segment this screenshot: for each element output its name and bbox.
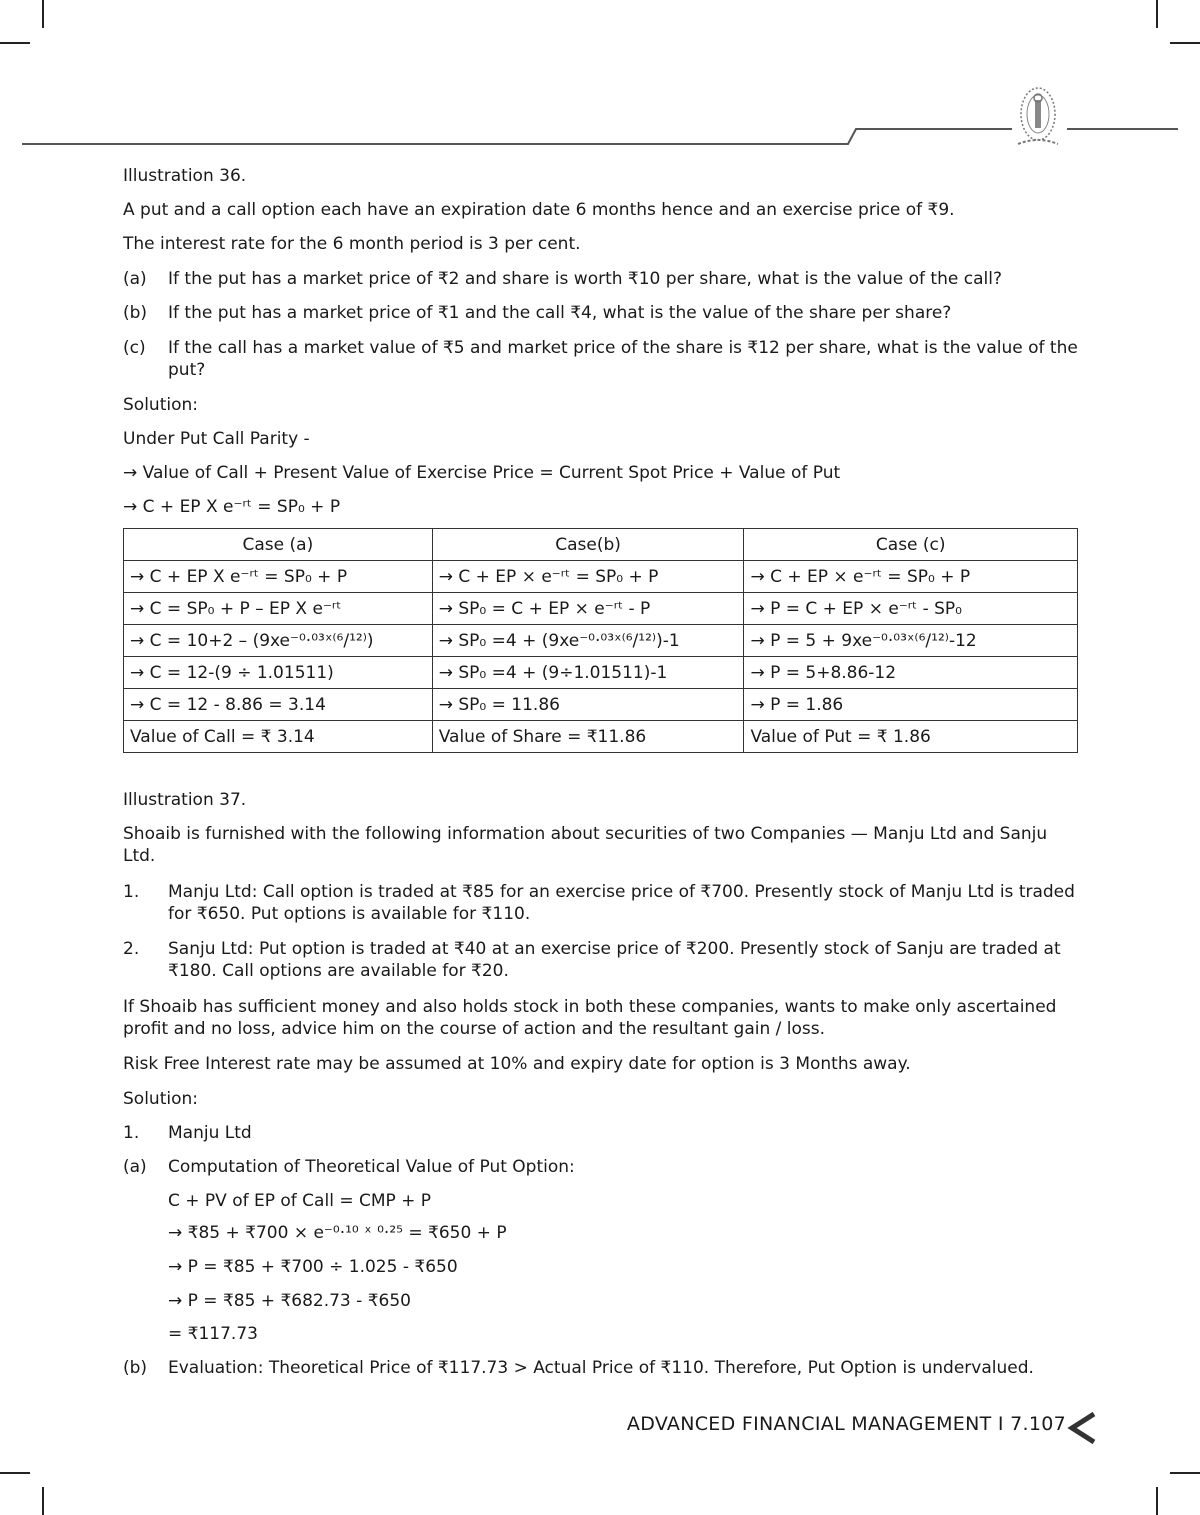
table-row <box>124 657 1078 689</box>
institute-logo-icon <box>1010 78 1066 154</box>
table-row <box>124 689 1078 721</box>
crop-mark <box>0 1472 30 1474</box>
list-item: Manju Ltd: Call option is traded at ₹85 for an exercise price of ₹700. Presently stock of Manju Ltd is traded for ₹650. Put options is available for ₹110. <box>168 882 1075 924</box>
table-cell: → C + EP X e⁻ʳᵗ = SP₀ + P <box>124 561 433 593</box>
parity-heading: Under Put Call Parity - <box>123 429 310 449</box>
calculation-line: → ₹85 + ₹700 × e⁻⁰·¹⁰ ˣ ⁰·²⁵ = ₹650 + P <box>168 1223 507 1243</box>
solution-table <box>123 528 1078 753</box>
table-header: Case(b) <box>432 529 744 561</box>
parity-formula: → C + EP X e⁻ʳᵗ = SP₀ + P <box>123 497 341 517</box>
crop-mark <box>0 42 30 44</box>
list-number: 1. <box>123 882 140 902</box>
table-cell: → SP₀ = 11.86 <box>432 689 744 721</box>
illustration-36-heading: Illustration 36. <box>123 166 247 186</box>
step-label: (a) <box>123 1157 147 1177</box>
solution-label: Solution: <box>123 1089 198 1109</box>
crop-mark <box>1156 1487 1158 1515</box>
crop-mark <box>1170 1472 1200 1474</box>
table-cell: → SP₀ = C + EP × e⁻ʳᵗ - P <box>432 593 744 625</box>
footer-title: ADVANCED FINANCIAL MANAGEMENT <box>626 1413 992 1435</box>
table-row <box>124 721 1078 753</box>
calculation-line: → P = ₹85 + ₹700 ÷ 1.025 - ₹650 <box>168 1257 458 1277</box>
subheading: Manju Ltd <box>168 1123 252 1143</box>
step-text: Computation of Theoretical Value of Put Option: <box>168 1157 575 1177</box>
table-cell: → P = C + EP × e⁻ʳᵗ - SP₀ <box>744 593 1078 625</box>
table-cell: → C = 12-(9 ÷ 1.01511) <box>124 657 433 689</box>
table-cell: → C + EP × e⁻ʳᵗ = SP₀ + P <box>432 561 744 593</box>
question-label: (a) <box>123 269 147 289</box>
table-cell: → P = 1.86 <box>744 689 1078 721</box>
step-label: (b) <box>123 1358 148 1378</box>
page-number: I 7.107 <box>997 1413 1066 1435</box>
table-cell: → C = SP₀ + P – EP X e⁻ʳᵗ <box>124 593 433 625</box>
parity-equation: → Value of Call + Present Value of Exercise Price = Current Spot Price + Value of Put <box>123 463 841 483</box>
table-cell: Value of Share = ₹11.86 <box>432 721 744 753</box>
calculation-line: → P = ₹85 + ₹682.73 - ₹650 <box>168 1291 411 1311</box>
question-label: (c) <box>123 338 146 358</box>
illustration-37-intro: Shoaib is furnished with the following information about securities of two Companies — Manju Ltd and Sanju Ltd. <box>123 824 1048 866</box>
table-cell: → C = 12 - 8.86 = 3.14 <box>124 689 433 721</box>
table-cell: → C = 10+2 – (9xe⁻⁰·⁰³ˣ⁽⁶/¹²⁾) <box>124 625 433 657</box>
table-header: Case (a) <box>124 529 433 561</box>
list-number: 1. <box>123 1123 140 1143</box>
question-text: If the put has a market price of ₹1 and the call ₹4, what is the value of the share per share? <box>168 303 952 323</box>
crop-mark <box>42 1487 44 1515</box>
list-item: Sanju Ltd: Put option is traded at ₹40 at an exercise price of ₹200. Presently stock of Sanju are traded at ₹180. Call options are available for ₹20. <box>168 939 1061 981</box>
paragraph: If Shoaib has sufficient money and also holds stock in both these companies, wants to make only ascertained profit and no loss, advice him on the course of action and the resultant gain / loss. <box>123 997 1057 1039</box>
step-text: Evaluation: Theoretical Price of ₹117.73 > Actual Price of ₹110. Therefore, Put Option is undervalued. <box>168 1358 1034 1378</box>
table-row <box>124 625 1078 657</box>
illustration-36-interest: The interest rate for the 6 month period is 3 per cent. <box>123 234 581 254</box>
table-cell: → SP₀ =4 + (9xe⁻⁰·⁰³ˣ⁽⁶/¹²⁾)-1 <box>432 625 744 657</box>
calculation-line: C + PV of EP of Call = CMP + P <box>168 1191 432 1211</box>
page-footer <box>627 1413 1066 1435</box>
crop-mark <box>1170 42 1200 44</box>
table-cell: → P = 5 + 9xe⁻⁰·⁰³ˣ⁽⁶/¹²⁾-12 <box>744 625 1078 657</box>
table-cell: Value of Call = ₹ 3.14 <box>124 721 433 753</box>
table-cell: → P = 5+8.86-12 <box>744 657 1078 689</box>
header-rule <box>22 118 1182 158</box>
solution-label: Solution: <box>123 395 198 415</box>
table-header-row <box>124 529 1078 561</box>
table-header: Case (c) <box>744 529 1078 561</box>
crop-mark <box>42 0 44 28</box>
table-row <box>124 561 1078 593</box>
list-number: 2. <box>123 939 140 959</box>
chevron-left-icon <box>1066 1410 1098 1446</box>
illustration-36-intro: A put and a call option each have an expiration date 6 months hence and an exercise price of ₹9. <box>123 200 955 220</box>
calculation-line: = ₹117.73 <box>168 1324 258 1344</box>
table-cell: → SP₀ =4 + (9÷1.01511)-1 <box>432 657 744 689</box>
question-text: If the call has a market value of ₹5 and market price of the share is ₹12 per share, what is the value of the put? <box>168 338 1078 380</box>
question-text: If the put has a market price of ₹2 and share is worth ₹10 per share, what is the value of the call? <box>168 269 1002 289</box>
question-label: (b) <box>123 303 148 323</box>
table-cell: → C + EP × e⁻ʳᵗ = SP₀ + P <box>744 561 1078 593</box>
table-cell: Value of Put = ₹ 1.86 <box>744 721 1078 753</box>
crop-mark <box>1156 0 1158 28</box>
table-row <box>124 593 1078 625</box>
paragraph: Risk Free Interest rate may be assumed at 10% and expiry date for option is 3 Months away. <box>123 1054 911 1074</box>
illustration-37-heading: Illustration 37. <box>123 790 247 810</box>
